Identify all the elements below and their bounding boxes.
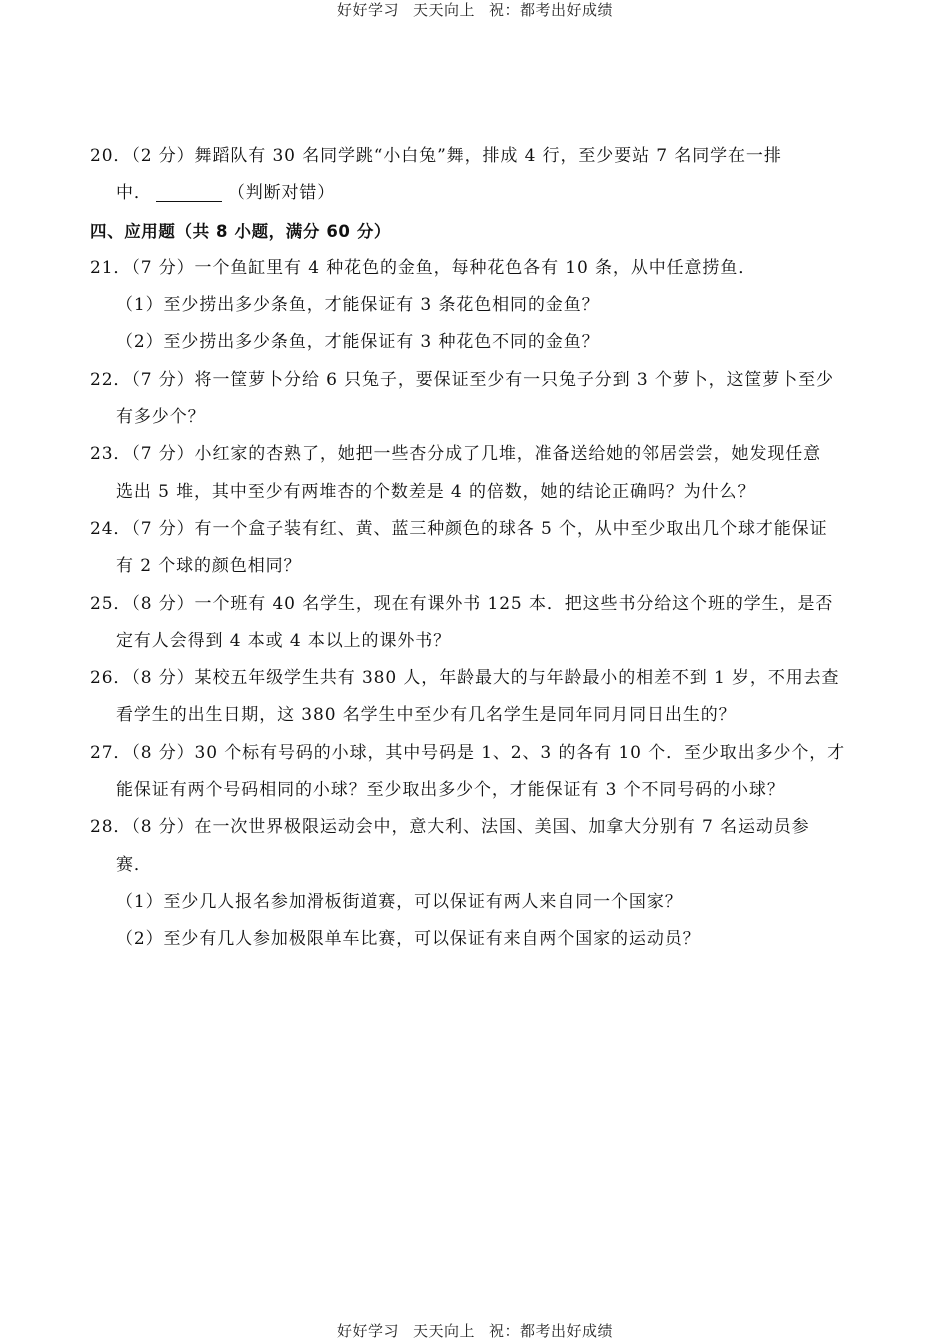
question-24 <box>90 511 862 586</box>
question-20-text-before-blank: 中． <box>116 183 152 204</box>
question-20-line-2 <box>90 175 862 212</box>
question-24-line-2: 有 2 个球的颜色相同？ <box>116 556 302 577</box>
question-23 <box>90 436 862 511</box>
question-27-line-2: 能保证有两个号码相同的小球？至少取出多少个，才能保证有 3 个不同号码的小球？ <box>116 780 785 801</box>
question-24-line-1: 24．（7 分）有一个盒子装有红、黄、蓝三种颜色的球各 5 个，从中至少取出几个球才能保证 <box>90 518 828 539</box>
question-20-line-1: 20．（2 分）舞蹈队有 30 名同学跳“小白兔”舞，排成 4 行，至少要站 7 名同学在一排 <box>90 146 782 166</box>
page-footer <box>0 1320 950 1342</box>
question-22-line-1: 22．（7 分）将一筐萝卜分给 6 只兔子，要保证至少有一只兔子分到 3 个萝卜，这筐萝卜至少 <box>90 369 834 390</box>
question-25-line-2: 定有人会得到 4 本或 4 本以上的课外书？ <box>116 630 452 651</box>
footer-motto-3: 祝：都考出好成绩 <box>489 1322 614 1340</box>
exam-content <box>90 138 862 959</box>
header-motto-3: 祝：都考出好成绩 <box>489 1 614 19</box>
question-23-line-1: 23．（7 分）小红家的杏熟了，她把一些杏分成了几堆，准备送给她的邻居尝尝，她发现任意 <box>90 444 822 465</box>
question-28-line-2: 赛． <box>116 854 152 875</box>
question-22-line-2: 有多少个？ <box>116 407 206 428</box>
question-28 <box>90 809 862 958</box>
question-20 <box>90 138 862 213</box>
question-28-sub-2: （2）至少有几人参加极限单车比赛，可以保证有来自两个国家的运动员？ <box>116 929 701 950</box>
question-23-line-2: 选出 5 堆，其中至少有两堆杏的个数差是 4 的倍数，她的结论正确吗？为什么？ <box>116 481 756 502</box>
question-21-sub-2: （2）至少捞出多少条鱼，才能保证有 3 种花色不同的金鱼？ <box>116 332 600 353</box>
question-26 <box>90 660 862 735</box>
question-25 <box>90 586 862 661</box>
question-20-text-after-blank: （判断对错） <box>227 183 336 204</box>
question-21-sub-1: （1）至少捞出多少条鱼，才能保证有 3 条花色相同的金鱼？ <box>116 295 600 316</box>
question-27-line-1: 27．（8 分）30 个标有号码的小球，其中号码是 1、2、3 的各有 10 个．至少取出多少个，才 <box>90 742 846 763</box>
section-4-heading: 四、应用题（共 8 小题，满分 60 分） <box>90 221 392 241</box>
footer-motto-2: 天天向上 <box>412 1322 475 1340</box>
footer-motto-1: 好好学习 <box>336 1322 399 1340</box>
question-25-line-1: 25．（8 分）一个班有 40 名学生，现在有课外书 125 本．把这些书分给这个班的学生，是否 <box>90 593 834 614</box>
question-21 <box>90 250 862 362</box>
question-21-stem: 21．（7 分）一个鱼缸里有 4 种花色的金鱼，每种花色各有 10 条，从中任意捞鱼． <box>90 257 757 278</box>
question-26-line-2: 看学生的出生日期，这 380 名学生中至少有几名学生是同年同月同日出生的？ <box>116 705 737 726</box>
question-27 <box>90 735 862 810</box>
question-28-sub-1: （1）至少几人报名参加滑板街道赛，可以保证有两人来自同一个国家？ <box>116 891 683 912</box>
page-header <box>0 0 950 22</box>
header-motto-2: 天天向上 <box>412 1 475 19</box>
question-28-line-1: 28．（8 分）在一次世界极限运动会中，意大利、法国、美国、加拿大分别有 7 名运动员参 <box>90 817 810 838</box>
question-22 <box>90 362 862 437</box>
answer-blank <box>156 181 222 202</box>
question-26-line-1: 26．（8 分）某校五年级学生共有 380 人，年龄最大的与年龄最小的相差不到 1 岁，不用去查 <box>90 668 840 689</box>
header-motto-1: 好好学习 <box>336 1 399 19</box>
